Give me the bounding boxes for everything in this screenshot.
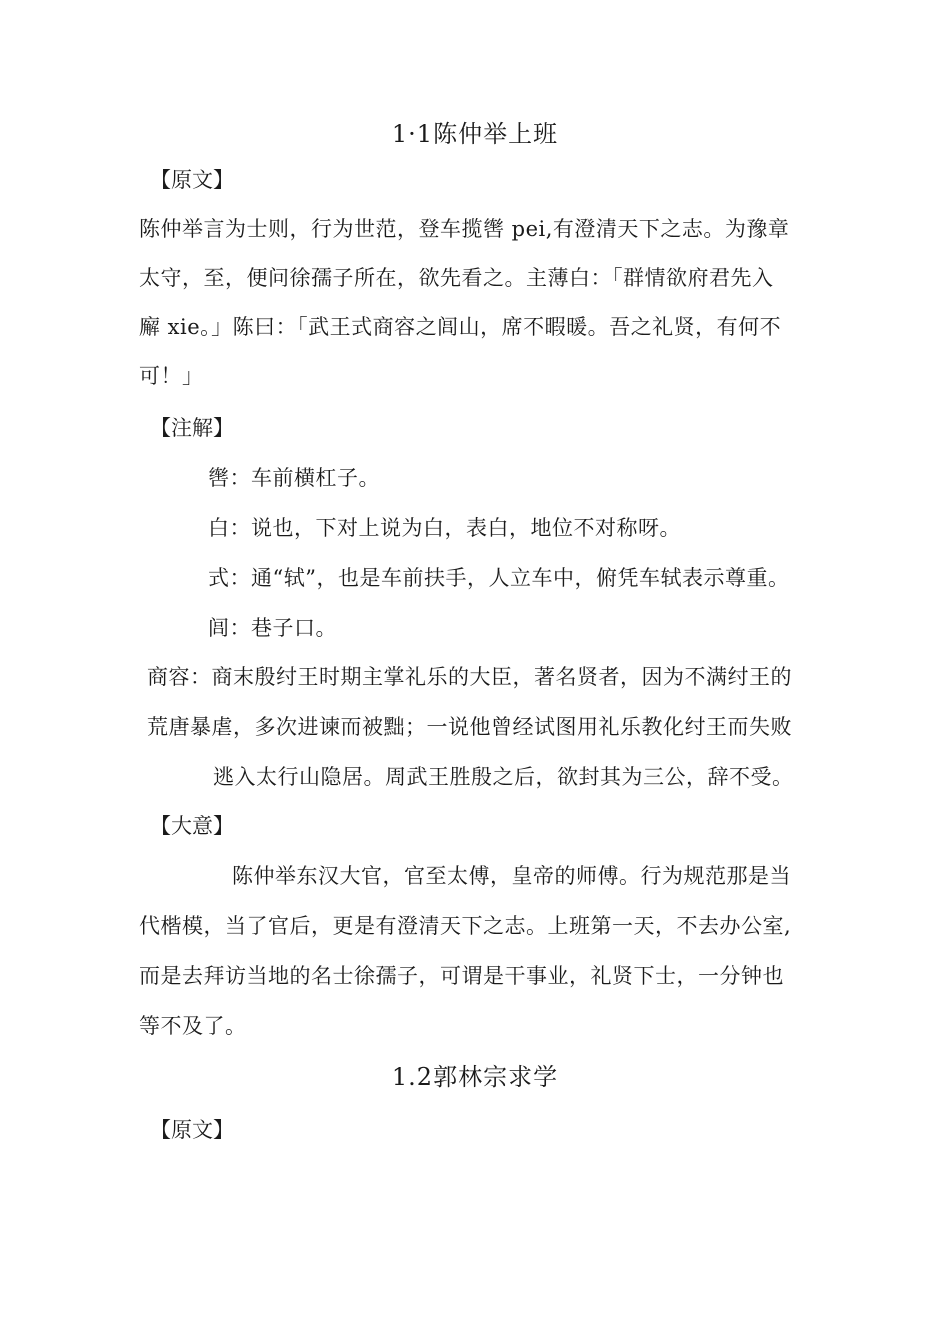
original-text-label: 【原文】 bbox=[150, 1118, 234, 1142]
note-shangrong-line: 逃入太行山隐居。周武王胜殷之后，欲封其为三公，辞不受。 bbox=[213, 765, 794, 789]
section-2-title: 1.2郭林宗求学 bbox=[391, 1063, 559, 1091]
summary-line: 而是去拜访当地的名士徐孺子，可谓是干事业，礼贤下士，一分钟也 bbox=[139, 964, 784, 988]
note-item: 白：说也，下对上说为白，表白，地位不对称呀。 bbox=[208, 516, 681, 540]
summary-label: 【大意】 bbox=[150, 814, 234, 838]
note-item: 闾：巷子口。 bbox=[208, 616, 337, 640]
notes-label: 【注解】 bbox=[150, 416, 234, 440]
original-text-line: 廨 xie。」陈曰：「武王式商容之闾山，席不暇暖。吾之礼贤，有何不 bbox=[139, 315, 782, 339]
summary-line: 等不及了。 bbox=[139, 1014, 247, 1038]
original-text-line: 可！」 bbox=[139, 364, 204, 388]
original-text-line: 陈仲举言为士则，行为世范，登车揽辔 pei,有澄清天下之志。为豫章 bbox=[139, 217, 790, 241]
summary-line: 陈仲举东汉大官，官至太傅，皇帝的师傅。行为规范那是当 bbox=[232, 864, 791, 888]
note-shangrong-line: 荒唐暴虐，多次进谏而被黜；一说他曾经试图用礼乐教化纣王而失败 bbox=[147, 715, 792, 739]
section-1-title: 1·1陈仲举上班 bbox=[391, 120, 559, 148]
note-item: 式：通“轼”，也是车前扶手，人立车中，俯凭车轼表示尊重。 bbox=[208, 566, 790, 590]
note-item: 辔：车前横杠子。 bbox=[208, 466, 380, 490]
original-text-line: 太守，至，便问徐孺子所在，欲先看之。主薄白：「群情欲府君先入 bbox=[139, 266, 774, 290]
original-text-label: 【原文】 bbox=[150, 168, 234, 192]
note-shangrong-line: 商容：商末殷纣王时期主掌礼乐的大臣，著名贤者，因为不满纣王的 bbox=[147, 665, 792, 689]
summary-line: 代楷模，当了官后，更是有澄清天下之志。上班第一天，不去办公室, bbox=[139, 914, 792, 938]
